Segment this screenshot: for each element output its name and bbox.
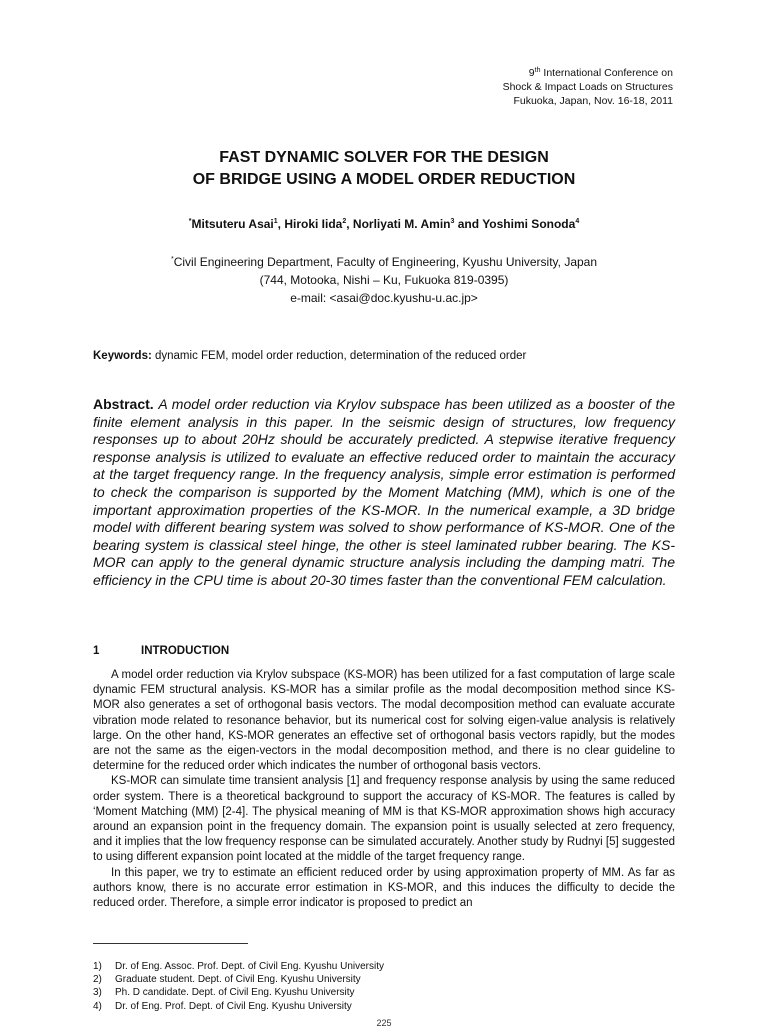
footnotes bbox=[93, 960, 384, 1013]
keywords-label: Keywords: bbox=[93, 350, 152, 362]
author-list: *Mitsuteru Asai$^1$, Hiroki Iida$^2$, Norliyati M. Amin$^3$ and Yoshimi Sonoda$^4$ bbox=[188, 217, 580, 231]
paragraph: In this paper, we try to estimate an efficient reduced order by using approximation property of MM. As far as authors know, there is no accurate error estimation in KS-MOR, and this induces the difficulty to decide the reduced order. Therefore, a simple error indicator is proposed to predict an bbox=[93, 866, 675, 910]
introduction-body bbox=[93, 668, 675, 911]
abstract-label: Abstract bbox=[93, 396, 150, 412]
keywords bbox=[93, 350, 526, 362]
keywords-text: dynamic FEM, model order reduction, determination of the reduced order bbox=[151, 350, 527, 362]
page-number: 225 bbox=[376, 1018, 392, 1028]
paragraph: A model order reduction via Krylov subspace (KS-MOR) has been utilized for a fast computation of large scale dynamic FEM structural analysis. KS-MOR has a similar profile as the modal decomposition method since KS-MOR also generates a set of orthogonal basis vectors. The modal decomposition method can evaluate accurate vibration mode related to resonance behavior, but its numerical cost for solving eigen-value analysis is relatively large. On the other hand, KS-MOR generates an effective set of orthogonal basis vectors rapidly, but the modes are not the same as the eigen-vectors in the modal decomposition method, and there is no clear guideline to determine for the reduced order which indicates the number of orthogonal basis vectors. bbox=[93, 669, 675, 773]
conference-line-2: Shock & Impact Loads on Structures bbox=[502, 81, 673, 93]
section-heading bbox=[93, 645, 229, 657]
section-number: 1 bbox=[93, 645, 100, 657]
affiliation-line-1: *Civil Engineering Department, Faculty of Engineering, Kyushu University, Japan bbox=[170, 255, 598, 269]
abstract: Abstract. A model order reduction via Krylov subspace has been utilized as a booster of the finite element analysis in this paper. In the seismic design of structures, low frequency responses up to about 20Hz should be accurately predicted. A stepwise iterative frequency response analysis is utilized to evaluate an effective reduced order to maintain the accuracy at the target frequency range. In the frequency analysis, simple error estimation is performed to check the comparison is supported by the Moment Matching (MM), which is one of the important approximation properties of the KS-MOR. In the numerical example, a 3D bridge model with different bearing system was solved to show performance of KS-MOR. One of the bearing system is classical steel hinge, the other is steel laminated rubber bearing. The KS-MOR can apply to the general dynamic structure analysis including the damping matri. The efficiency in the CPU time is about 20-30 times faster than the conventional FEM calculation. bbox=[93, 396, 676, 588]
paper-title bbox=[0, 147, 768, 191]
abstract-text: A model order reduction via Krylov subspace has been utilized as a booster of the finite element analysis in this paper. In the seismic design of structures, low frequency responses up to about 20Hz should be accurately predicted. A stepwise iterative frequency response analysis is utilized to evaluate an effective reduced order to maintain the accuracy at the target frequency range. In the frequency analysis, simple error estimation is performed to check the comparison is supported by the Moment Matching (MM), which is one of the important approximation properties of the KS-MOR. In the numerical example, a 3D bridge model with different bearing system was solved to show performance of KS-MOR. One of the bearing system is classical steel hinge, the other is steel laminated rubber bearing. The KS-MOR can apply to the general dynamic structure analysis including the damping matri. The efficiency in the CPU time is about 20-30 times faster than the conventional FEM calculation. bbox=[93, 396, 676, 588]
footnote: 2) Graduate student. Dept. of Civil Eng. Kyushu University bbox=[93, 974, 361, 986]
conference-header bbox=[503, 66, 673, 108]
affiliation bbox=[0, 253, 768, 307]
paragraph: KS-MOR can simulate time transient analysis [1] and frequency response analysis by using the same reduced order system. There is a theoretical background to support the accuracy of KS-MOR. The features is called by ‘Moment Matching (MM) [2-4]. The physical meaning of MM is that KS-MOR approximation shows high accuracy around an expansion point in the frequency domain. The expansion point is usually selected at zero frequency, and it implies that the low frequency response can be simulated accurately. Another study by Rudnyi [5] suggested to using different expansion point located at the middle of the target frequency range. bbox=[93, 775, 675, 864]
footnote-divider bbox=[93, 943, 248, 944]
footnote: 3) Ph. D candidate. Dept. of Civil Eng. Kyushu University bbox=[93, 987, 355, 999]
conference-line-3: Fukuoka, Japan, Nov. 16-18, 2011 bbox=[513, 95, 673, 107]
conference-line-1: 9th International Conference on bbox=[528, 67, 673, 79]
affiliation-line-2: (744, Motooka, Nishi – Ku, Fukuoka 819-0395) bbox=[259, 273, 509, 287]
section-title: INTRODUCTION bbox=[141, 645, 230, 657]
title-line-1: FAST DYNAMIC SOLVER FOR THE DESIGN bbox=[219, 149, 549, 166]
footnote: 4) Dr. of Eng. Prof. Dept. of Civil Eng. Kyushu University bbox=[93, 1000, 352, 1012]
affiliation-email: e-mail: <asai@doc.kyushu-u.ac.jp> bbox=[290, 291, 478, 305]
title-line-2: OF BRIDGE USING A MODEL ORDER REDUCTION bbox=[192, 171, 576, 188]
footnote: 1) Dr. of Eng. Assoc. Prof. Dept. of Civil Eng. Kyushu University bbox=[93, 961, 384, 972]
